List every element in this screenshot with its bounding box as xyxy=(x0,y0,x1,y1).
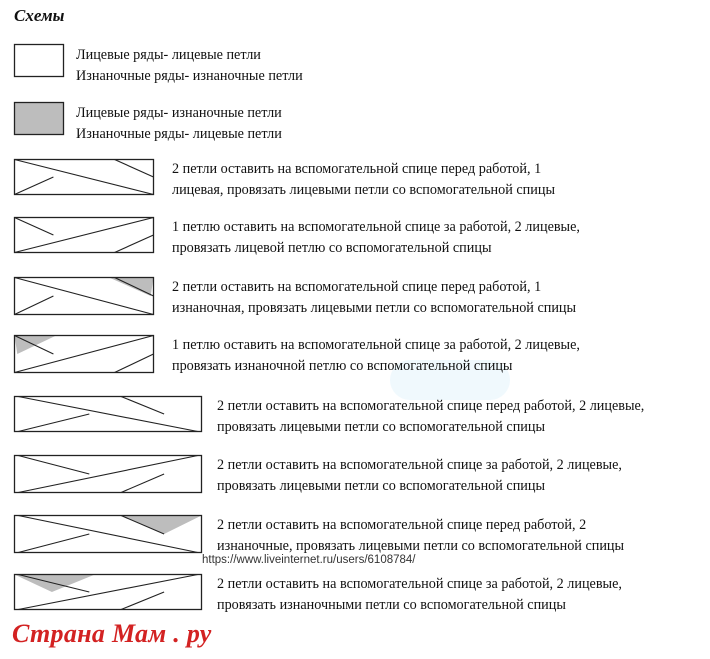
legend-description xyxy=(76,103,282,145)
description-line-2: Изнаночные ряды- лицевые петли xyxy=(76,126,282,142)
cable-4-left-purl-symbol xyxy=(0,515,204,555)
square-box xyxy=(15,103,64,135)
crossing-strand xyxy=(15,296,54,315)
blank-square-symbol xyxy=(0,44,66,79)
description-line-1: 2 петли оставить на вспомогательной спице перед работой, 2 xyxy=(217,517,587,533)
shaded-square-symbol xyxy=(0,102,66,137)
site-logo: Страна Мам . ру xyxy=(12,619,212,648)
crossing-strand xyxy=(115,160,154,178)
crossing-strand xyxy=(121,397,164,415)
legend-description xyxy=(217,455,622,497)
square-box xyxy=(15,45,64,77)
cable-4-left-knit-symbol xyxy=(0,396,204,434)
description-line-1: 1 петлю оставить на вспомогательной спице за работой, 2 лицевые, xyxy=(172,219,580,235)
page-title: Схемы xyxy=(14,6,65,25)
crossing-strand xyxy=(115,235,154,253)
cable-3-right-knit-symbol xyxy=(0,217,156,255)
source-url: https://www.liveinternet.ru/users/6108784/ xyxy=(202,554,416,566)
description-line-1: 1 петлю оставить на вспомогательной спице за работой, 2 лицевые, xyxy=(172,337,580,353)
legend-description xyxy=(217,574,622,616)
crossing-strand xyxy=(15,177,54,195)
legend-description xyxy=(217,515,624,557)
description-line-1: Лицевые ряды- лицевые петли xyxy=(76,47,261,63)
purl-shade xyxy=(121,516,201,535)
crossing-strand xyxy=(15,218,54,236)
legend-description xyxy=(172,277,576,319)
legend-description xyxy=(76,45,303,87)
legend-description xyxy=(172,335,580,377)
main-strand xyxy=(15,160,154,195)
description-line-1: 2 петли оставить на вспомогательной спице за работой, 2 лицевые, xyxy=(217,576,622,592)
description-line-1: Лицевые ряды- изнаночные петли xyxy=(76,105,282,121)
description-line-2: Изнаночные ряды- изнаночные петли xyxy=(76,68,303,84)
crossing-strand xyxy=(18,414,89,432)
crossing-strand xyxy=(121,474,164,493)
cable-4-right-purl-symbol xyxy=(0,574,204,612)
description-line-2: изнаночная, провязать лицевыми петли со вспомогательной спицы xyxy=(172,300,577,316)
description-line-2: провязать лицевыми петли со вспомогательной спицы xyxy=(217,478,546,494)
main-strand xyxy=(18,397,198,432)
description-line-2: провязать изнаночной петлю со вспомогательной спицы xyxy=(172,358,513,374)
crossing-strand xyxy=(18,534,89,553)
description-line-2: изнаночные, провязать лицевыми петли со вспомогательной спицы xyxy=(217,538,625,554)
description-line-2: провязать изнаночными петли со вспомогательной спицы xyxy=(217,597,566,613)
description-line-2: провязать лицевой петлю со вспомогательной спицы xyxy=(172,240,492,256)
description-line-1: 2 петли оставить на вспомогательной спице перед работой, 1 xyxy=(172,279,542,295)
main-strand xyxy=(15,218,154,253)
description-line-2: провязать лицевыми петли со вспомогательной спицы xyxy=(217,419,546,435)
main-strand xyxy=(18,456,198,493)
legend-description xyxy=(172,159,555,201)
cable-3-left-purl-symbol xyxy=(0,277,156,317)
description-line-2: лицевая, провязать лицевыми петли со вспомогательной спицы xyxy=(172,182,555,198)
legend-description xyxy=(172,217,580,259)
cable-3-left-knit-symbol xyxy=(0,159,156,197)
crossing-strand xyxy=(115,354,154,373)
description-line-1: 2 петли оставить на вспомогательной спице перед работой, 1 xyxy=(172,161,542,177)
crossing-strand xyxy=(121,592,164,610)
description-line-1: 2 петли оставить на вспомогательной спице за работой, 2 лицевые, xyxy=(217,457,622,473)
crossing-strand xyxy=(18,456,89,475)
description-line-1: 2 петли оставить на вспомогательной спице перед работой, 2 лицевые, xyxy=(217,398,645,414)
cable-3-right-purl-symbol xyxy=(0,335,156,375)
legend-description xyxy=(217,396,644,438)
cable-4-right-knit-symbol xyxy=(0,455,204,495)
